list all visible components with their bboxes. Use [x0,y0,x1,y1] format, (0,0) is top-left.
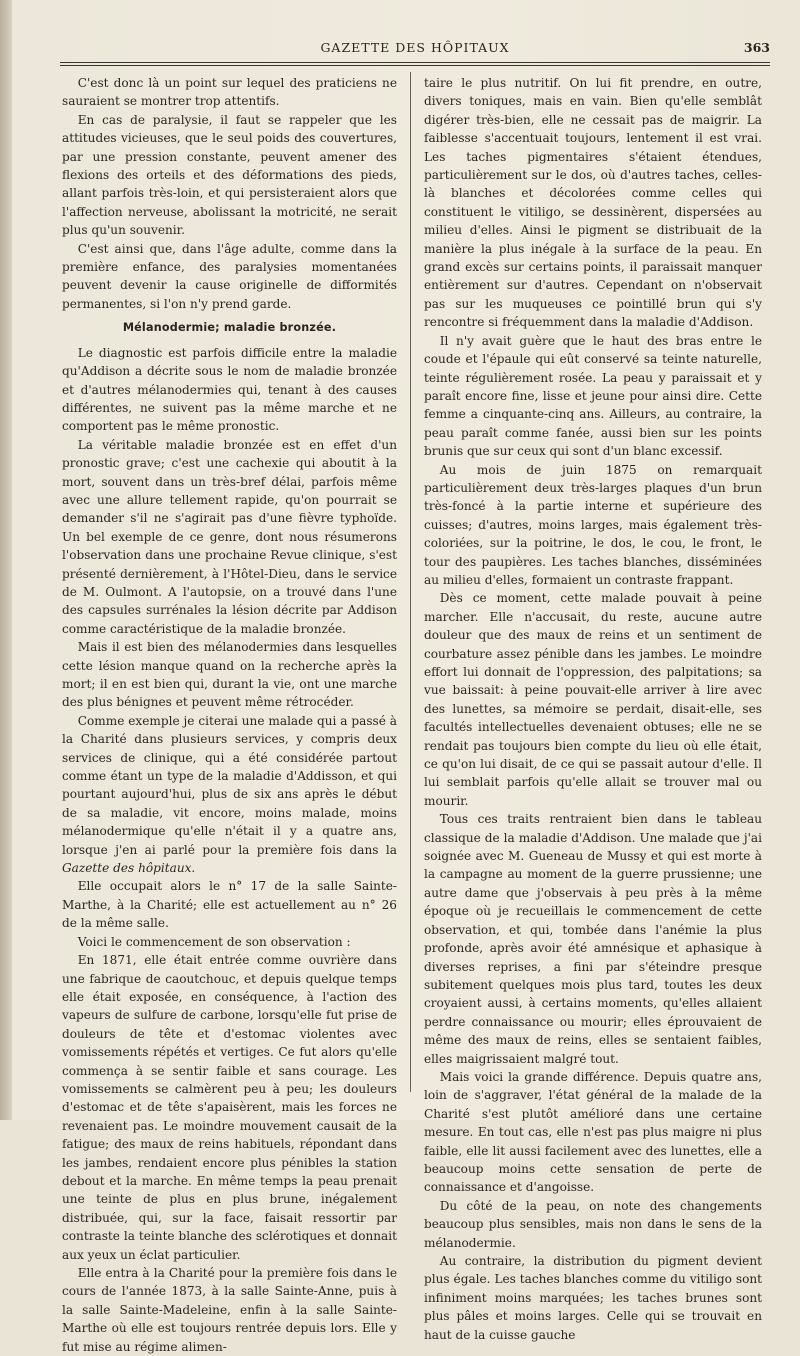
paragraph: La véritable maladie bronzée est en effet d'un pronostic grave; c'est une cachexie qui aboutit à la mort, souvent dans un très-bref délai, parfois même avec une allure tellement rapide, qu'on pourrait se demander s'il ne s'agirait pas d'une fièvre typhoïde. Un bel exemple de ce genre, dont nous résumerons l'observation dans une prochaine Revue clinique, s'est présenté dernièrement, à l'Hôtel-Dieu, dans le service de M. Oulmont. A l'autopsie, on a trouvé dans l'une des capsules surrénales la lésion décrite par Addison comme caractéristique de la maladie bronzée. [62,437,397,636]
page-header [60,40,770,60]
paragraph: Du côté de la peau, on note des changements beaucoup plus sensibles, mais non dans le sens de la mélanodermie. [424,1198,762,1250]
paragraph: Elle occupait alors le n° 17 de la salle Sainte-Marthe, à la Charité; elle est actuellement au n° 26 de la même salle. [62,879,397,931]
paragraph: taire le plus nutritif. On lui fit prendre, en outre, divers toniques, mais en vain. Bien qu'elle semblât digérer très-bien, elle ne cessait pas de maigrir. La faiblesse s'accentuait toujours, lentement il est vrai. Les taches pigmentaires s'étaient étendues, particulièrement sur le dos, où d'autres taches, celles-là blanches et décolorées comme celles qui constituent le vitiligo, se dessinèrent, dispersées au milieu d'elles. Ainsi le pigment se distribuait de la manière la plus inégale à la surface de la peau. En grand excès sur certains points, il paraissait manquer entièrement sur d'autres. Cependant on n'observait pas sur les muqueuses ce pointillé brun qui s'y rencontre si fréquemment dans la maladie d'Addison. [424,76,762,330]
page-number: 363 [743,40,770,55]
running-head: GAZETTE DES HÔPITAUX [320,40,510,55]
header-rule-top [60,62,770,63]
paragraph-text: Comme exemple je citerai une malade qui a passé à la Charité dans plusieurs services, y compris deux services de clinique, qui a été considérée partout comme étant un type de la maladie d'Addisson, et qui pourtant aujourd'hui, plus de six ans après le début de sa maladie, vit encore, moins malade, moins mélanodermique qu'elle n'était il y a quatre ans, lorsque j'en ai parlé pour la première fois dans la [62,713,397,857]
paragraph: Au mois de juin 1875 on remarquait particulièrement deux très-larges plaques d'un brun très-foncé à la partie interne et supérieure des cuisses; d'autres, moins larges, mais également très-coloriées, sur la poitrine, le dos, le cou, le front, le tour des paupières. Les taches blanches, disséminées au milieu d'elles, formaient un contraste frappant. [424,462,762,587]
paragraph: Voici le commencement de son observation : [77,934,351,949]
right-column [424,74,762,1342]
paragraph: Elle entra à la Charité pour la première fois dans le cours de l'année 1873, à la salle Sainte-Anne, puis à la salle Sainte-Madeleine, enfin à la salle Sainte-Marthe où elle est toujours rentrée depuis lors. Elle y fut mise au régime alimen- [62,1266,397,1354]
left-column [62,74,397,1354]
paragraph: Mais voici la grande différence. Depuis quatre ans, loin de s'aggraver, l'état général de la malade de la Charité s'est plutôt amélioré dans une certaine mesure. En tout cas, elle n'est pas plus maigre ni plus faible, elle lit aussi facilement avec des lunettes, elle a beaucoup moins cette sensation de perte de connaissance et d'angoisse. [424,1069,762,1195]
column-divider [410,72,411,1092]
paragraph: Il n'y avait guère que le haut des bras entre le coude et l'épaule qui eût conservé sa teinte naturelle, teinte régulièrement rosée. La peau y paraissait et y paraît encore fine, lisse et jeune pour ainsi dire. Cette femme a cinquante-cinq ans. Ailleurs, au contraire, la peau paraît comme fanée, aussi bien sur les points brunis que sur ceux qui sont d'un blanc excessif. [424,333,762,459]
paragraph [62,712,397,878]
paragraph: C'est ainsi que, dans l'âge adulte, comme dans la première enfance, des paralysies momentanées peuvent devenir la cause originelle de difformités permanentes, si l'on n'y prend garde. [62,241,397,311]
paragraph: C'est donc là un point sur lequel des praticiens ne sauraient se montrer trop attentifs. [62,76,397,109]
paragraph: Tous ces traits rentraient bien dans le tableau classique de la maladie d'Addison. Une malade que j'ai soignée avec M. Gueneau de Mussy et qui est morte à la campagne au moment de la guerre prussienne; une autre dame que j'observais à peu près à la même époque où je recueillais le commencement de cette observation, et qui, tombée dans l'anémie la plus profonde, après avoir été amnésique et aphasique à diverses reprises, a fini par s'éteindre presque subitement quelques mois plus tard, toutes les deux croyaient aussi, à certains moments, qu'elles allaient perdre connaissance ou mourir; elles éprouvaient de même des maux de reins, elles se sentaient faibles, elles maigrissaient malgré tout. [424,812,762,1066]
section-heading: Mélanodermie; maladie bronzée. [122,321,337,335]
paragraph: En 1871, elle était entrée comme ouvrière dans une fabrique de caoutchouc, et depuis quelque temps elle était exposée, en conséquence, à l'action des vapeurs de sulfure de carbone, lorsqu'elle fut prise de douleurs de tête et d'estomac violentes avec vomissements répétés et vertiges. Ce fut alors qu'elle commença à se sentir faible et sans courage. Les vomissements se calmèrent peu à peu; les douleurs d'estomac et de tête s'apaisèrent, mais les forces ne revenaient pas. Le moindre mouvement causait de la fatigue; des maux de reins habituels, répondant dans les jambes, rendaient encore plus pénibles la station debout et la marche. En même temps la peau prenait une teinte de plus en plus brune, inégalement distribuée, qui, sur la face, faisait ressortir par contraste la teinte blanche des sclérotiques et donnait aux yeux un éclat particulier. [62,953,397,1262]
paragraph: Le diagnostic est parfois difficile entre la maladie qu'Addison a décrite sous le nom de maladie bronzée et d'autres mélanodermies qui, tenant à des causes différentes, ne suivent pas la même marche et ne comportent pas le même pronostic. [62,345,397,434]
paragraph: Mais il est bien des mélanodermies dans lesquelles cette lésion manque quand on la recherche après la mort; il en est bien qui, durant la vie, ont une marche des plus bénignes et peuvent même rétrocéder. [62,640,397,710]
journal-title: Gazette des hôpitaux. [62,861,196,876]
header-rule-bottom [60,65,770,66]
page-binding-edge [0,0,12,1120]
paragraph: Au contraire, la distribution du pigment devient plus égale. Les taches blanches comme du vitiligo sont infiniment moins marquées; les taches brunes sont plus pâles et moins larges. Celle qui se trouvait en haut de la cuisse gauche [424,1254,762,1342]
paragraph: En cas de paralysie, il faut se rappeler que les attitudes vicieuses, que le seul poids des couvertures, par une pression constante, peuvent amener des flexions des orteils et des déformations des pieds, allant parfois très-loin, et qui persisteraient alors que l'affection nerveuse, abolissant la motricité, ne serait plus qu'un souvenir. [62,112,397,238]
paragraph: Dès ce moment, cette malade pouvait à peine marcher. Elle n'accusait, du reste, aucune autre douleur que des maux de reins et un sentiment de courbature assez pénible dans les jambes. Le moindre effort lui donnait de l'oppression, des palpitations; sa vue baissait: à peine pouvait-elle arriver à lire avec des lunettes, sa mémoire se perdait, disait-elle, ses facultés intellectuelles devenaient obtuses; elle ne se rendait pas toujours bien compte du lieu où elle était, ce qu'on lui disait, de ce qui se passait autour d'elle. Il lui semblait parfois qu'elle allait se trouver mal ou mourir. [424,591,762,808]
